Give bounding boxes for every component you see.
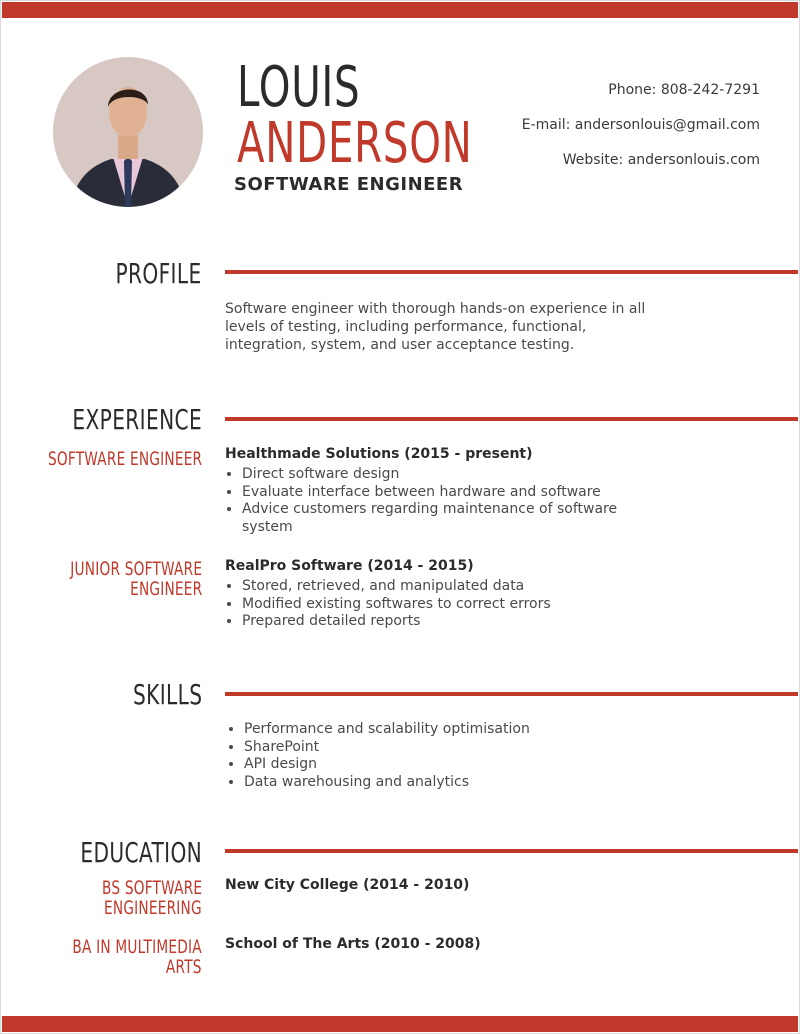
list-item: • SharePoint bbox=[244, 739, 654, 757]
list-item: • Modified existing softwares to correct errors bbox=[242, 596, 652, 614]
skills-heading: SKILLS bbox=[132, 678, 202, 711]
contact-phone: Phone: 808-242-7291 bbox=[608, 82, 760, 98]
list-item: • Stored, retrieved, and manipulated data bbox=[242, 578, 652, 596]
profile-heading: PROFILE bbox=[115, 257, 202, 290]
list-item: • Data warehousing and analytics bbox=[244, 774, 654, 792]
list-item: • Performance and scalability optimisation bbox=[244, 721, 654, 739]
contact-website: Website: andersonlouis.com bbox=[562, 152, 760, 168]
last-name: ANDERSON bbox=[237, 111, 473, 176]
list-item: • Advice customers regarding maintenance of software system bbox=[242, 501, 652, 536]
avatar bbox=[53, 57, 203, 207]
job-duties-list bbox=[225, 466, 652, 536]
list-item: • Prepared detailed reports bbox=[242, 613, 652, 631]
job-role-label: SOFTWARE ENGINEER bbox=[47, 448, 202, 470]
portrait-photo-icon bbox=[53, 57, 203, 207]
school-name: New City College (2014 - 2010) bbox=[225, 877, 470, 893]
job-company: Healthmade Solutions (2015 - present) bbox=[225, 446, 533, 462]
job-duties-list bbox=[225, 578, 652, 631]
job-role-label: JUNIOR SOFTWARE ENGINEER bbox=[70, 558, 202, 600]
education-divider bbox=[225, 849, 798, 853]
experience-divider bbox=[225, 417, 798, 421]
list-item: • Evaluate interface between hardware and software bbox=[242, 484, 652, 502]
degree-label: BS SOFTWARE ENGINEERING bbox=[101, 877, 202, 919]
top-accent-bar bbox=[2, 2, 798, 18]
first-name: LOUIS bbox=[237, 55, 361, 120]
bottom-accent-bar bbox=[2, 1016, 798, 1032]
education-heading: EDUCATION bbox=[80, 836, 202, 869]
list-item: • API design bbox=[244, 756, 654, 774]
school-name: School of The Arts (2010 - 2008) bbox=[225, 936, 481, 952]
contact-email: E-mail: andersonlouis@gmail.com bbox=[521, 117, 760, 133]
job-company: RealPro Software (2014 - 2015) bbox=[225, 558, 474, 574]
degree-label: BA IN MULTIMEDIA ARTS bbox=[72, 936, 202, 978]
job-title: SOFTWARE ENGINEER bbox=[234, 174, 464, 195]
profile-divider bbox=[225, 270, 798, 274]
experience-heading: EXPERIENCE bbox=[72, 403, 202, 436]
list-item: • Direct software design bbox=[242, 466, 652, 484]
skills-list bbox=[227, 721, 654, 791]
profile-text: Software engineer with thorough hands-on experience in all levels of testing, including performance, functional, integration, system, and user acceptance testing. bbox=[225, 301, 646, 353]
skills-divider bbox=[225, 692, 798, 696]
